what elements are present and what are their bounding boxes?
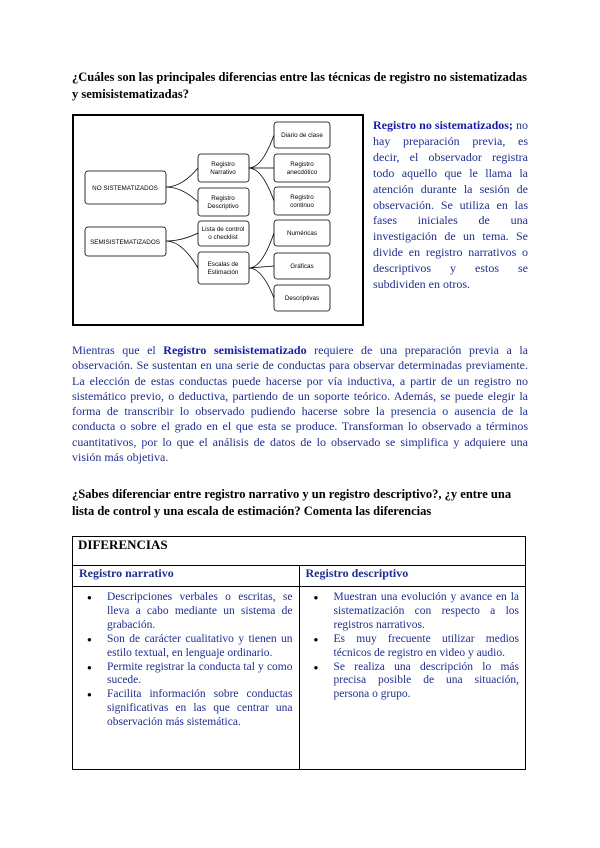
table-header: DIFERENCIAS: [73, 537, 526, 566]
svg-text:Registro: Registro: [211, 195, 235, 202]
question-2: ¿Sabes diferenciar entre registro narrativo y un registro descriptivo?, ¿y entre una lista de control y una escala de estimación? Comenta las diferencias: [72, 487, 512, 518]
label-no-sistematizados: NO SISTEMATIZADOS: [92, 185, 158, 192]
svg-text:Lista de control: Lista de control: [201, 226, 245, 233]
svg-text:Descriptivo: Descriptivo: [207, 203, 239, 210]
svg-text:o checklist: o checklist: [208, 234, 238, 241]
svg-text:Registro: Registro: [290, 194, 314, 201]
list-item: ● Facilita información sobre conductas significativas en las que centrar una observación más sistemática.: [107, 688, 293, 730]
classification-diagram: [72, 114, 364, 326]
narrativo-list: [79, 591, 293, 730]
descriptivo-cell: [299, 587, 526, 770]
svg-text:Gráficas: Gráficas: [290, 263, 314, 270]
svg-text:continuo: continuo: [290, 202, 314, 209]
list-item: ● Es muy frecuente utilizar medios técnicos de registro en video y audio.: [334, 633, 520, 661]
list-item: ● Se realiza una descripción lo más precisa posible de una situación, persona o grupo.: [334, 661, 520, 703]
semisistematizado-term: Registro semisistematizado: [163, 343, 307, 357]
list-item: ● Son de carácter cualitativo y tienen un estilo textual, en lenguaje ordinario.: [107, 633, 293, 661]
svg-text:Registro: Registro: [290, 161, 314, 168]
col-header-narrativo: Registro narrativo: [73, 566, 300, 587]
svg-text:Diario de clase: Diario de clase: [281, 132, 323, 139]
svg-text:Escalas de: Escalas de: [207, 261, 239, 268]
svg-text:Narrativo: Narrativo: [210, 169, 236, 176]
list-item: ● Permite registrar la conducta tal y como sucede.: [107, 661, 293, 689]
svg-text:Numéricas: Numéricas: [286, 230, 318, 237]
list-item: ● Muestran una evolución y avance en la sistematización con respecto a los registros narrativos.: [334, 591, 520, 633]
svg-text:Estimación: Estimación: [207, 269, 239, 276]
no-sistematizados-title: Registro no sistematizados;: [373, 118, 513, 132]
descriptivo-list: [306, 591, 520, 702]
list-item: ● Descripciones verbales o escritas, se lleva a cabo mediante un sistema de grabación.: [107, 591, 293, 633]
differences-table: [72, 536, 526, 770]
svg-text:Registro: Registro: [211, 161, 235, 168]
svg-text:anecdótico: anecdótico: [286, 169, 318, 176]
question-1: ¿Cuáles son las principales diferencias entre las técnicas de registro no sistematizadas y semisistematizadas?: [72, 70, 527, 101]
semisistematizado-paragraph: Mientras que el Registro semisistematizado requiere de una preparación previa a la observación. Se sustentan en una serie de conductas para observar determinadas previamente. La elección de estas conductas puede hacerse por vía inductiva, a partir de un registro no sistemático previo, o deductiva, partiendo de un soporte teórico. Además, se puede elegir la forma de transcribir lo observado pudiendo hacerse sobre la presencia o ausencia de la conducta o sobre el grado en el que esta se produce. Transforman lo observado a términos cuantitativos, por lo que el análisis de datos de lo observado se simplifica y adquiere una visión más objetiva.: [72, 343, 529, 465]
narrativo-cell: [73, 587, 300, 770]
col-header-descriptivo: Registro descriptivo: [299, 566, 526, 587]
svg-text:Descriptivas: Descriptivas: [284, 295, 320, 302]
no-sistematizados-description: Registro no sistematizados; no hay preparación previa, es decir, el observador registra todo aquello que le llama la atención durante la sesión de observación. Se utiliza en las fases iniciales de una investigación de un tema. Se divide en registro narrativos o descriptivos y estos se subdividen en otros.: [373, 118, 528, 292]
label-semisistematizados: SEMISISTEMATIZADOS: [90, 239, 160, 246]
